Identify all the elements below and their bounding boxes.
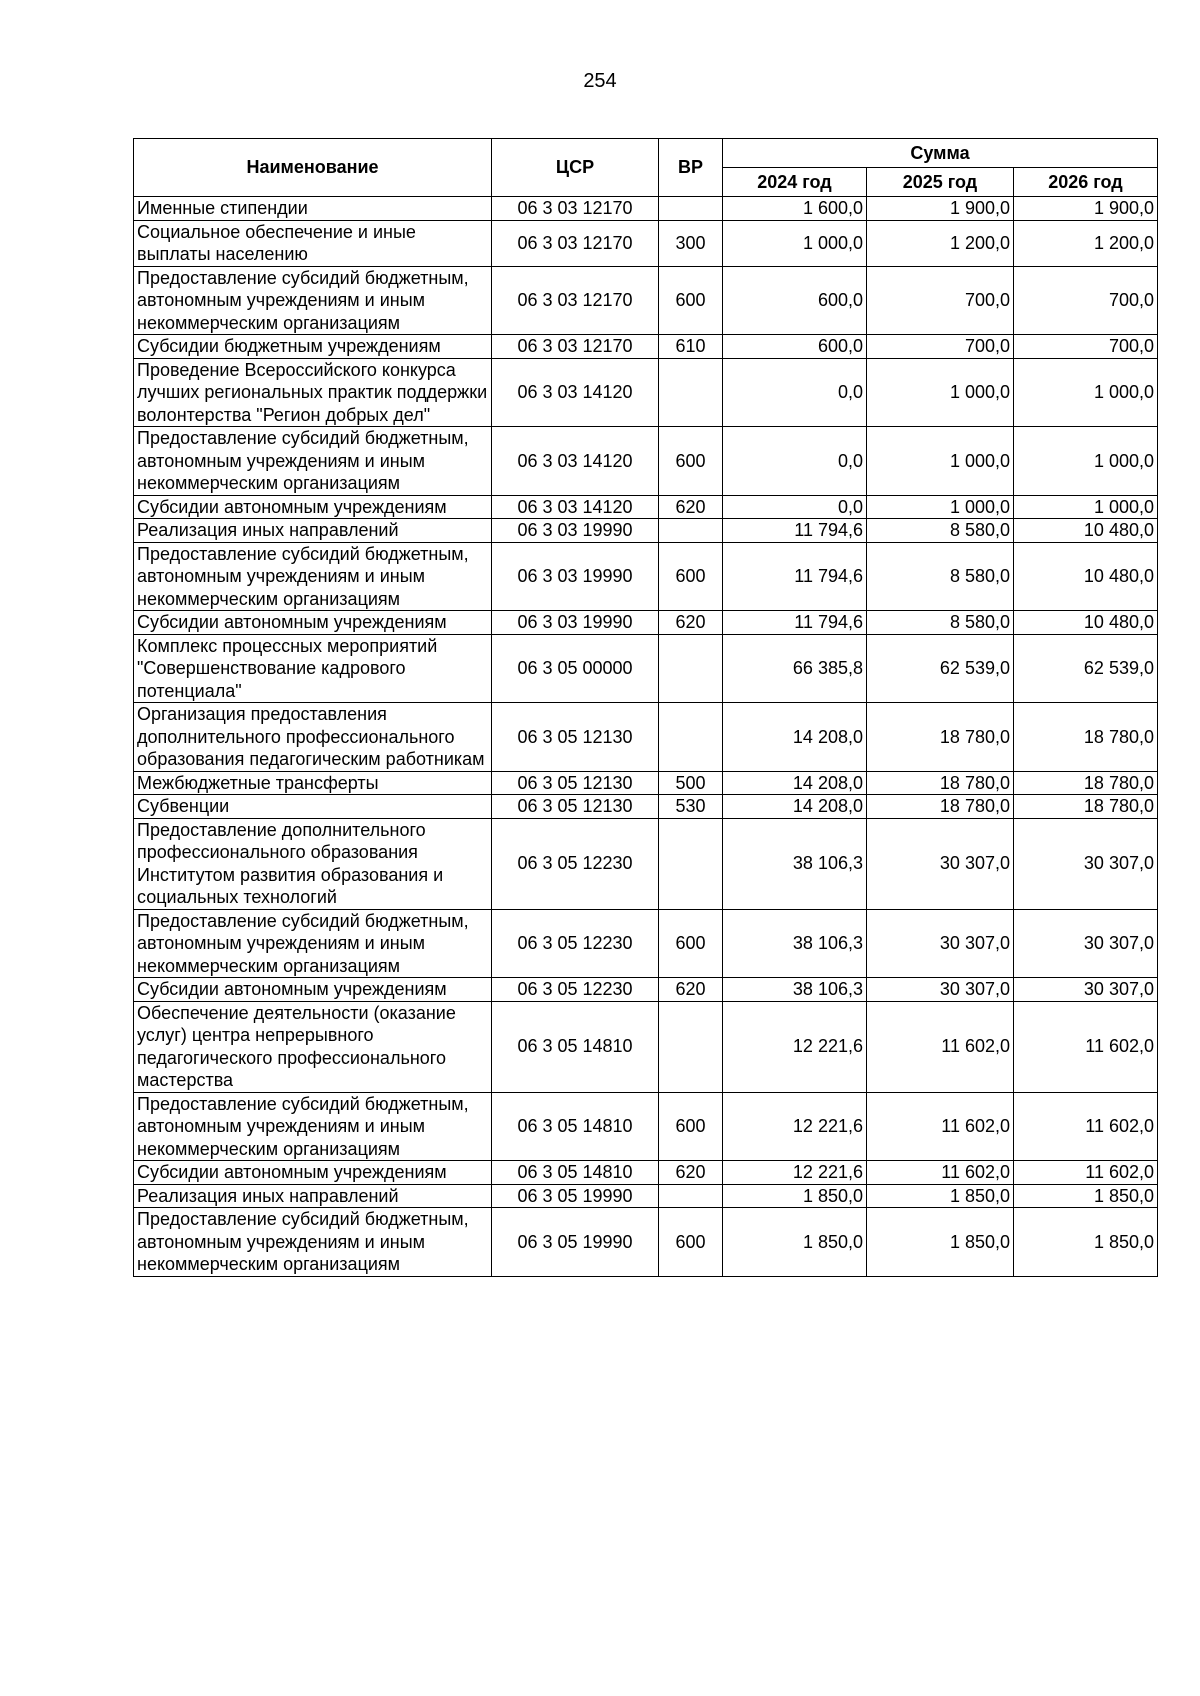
row-name: Проведение Всероссийского конкурса лучших региональных практик поддержки волонтерства "Регион добрых дел" [134,358,492,427]
row-sum-2025: 30 307,0 [867,818,1014,909]
header-sum: Сумма [723,139,1158,168]
row-csr: 06 3 05 14810 [492,1092,659,1161]
row-sum-2024: 14 208,0 [723,795,867,819]
row-csr: 06 3 05 19990 [492,1208,659,1277]
row-sum-2025: 11 602,0 [867,1161,1014,1185]
row-sum-2024: 1 000,0 [723,220,867,266]
row-sum-2026: 1 850,0 [1014,1184,1158,1208]
row-name: Субвенции [134,795,492,819]
table-row [134,220,1158,266]
row-name: Предоставление субсидий бюджетным, автономным учреждениям и иным некоммерческим организациям [134,1092,492,1161]
row-sum-2024: 11 794,6 [723,542,867,611]
row-sum-2024: 11 794,6 [723,519,867,543]
row-csr: 06 3 05 14810 [492,1001,659,1092]
table-row [134,542,1158,611]
row-vr: 600 [659,542,723,611]
row-sum-2026: 1 000,0 [1014,427,1158,496]
row-name: Субсидии автономным учреждениям [134,611,492,635]
row-vr [659,703,723,772]
row-vr: 300 [659,220,723,266]
row-sum-2026: 11 602,0 [1014,1001,1158,1092]
row-csr: 06 3 03 12170 [492,220,659,266]
table-body [134,197,1158,1277]
row-sum-2024: 0,0 [723,358,867,427]
row-csr: 06 3 05 19990 [492,1184,659,1208]
row-csr: 06 3 05 12130 [492,703,659,772]
header-year-2024: 2024 год [723,168,867,197]
row-sum-2025: 11 602,0 [867,1001,1014,1092]
header-year-2025: 2025 год [867,168,1014,197]
row-vr: 620 [659,1161,723,1185]
row-vr [659,634,723,703]
table-row [134,1161,1158,1185]
row-sum-2024: 0,0 [723,427,867,496]
row-sum-2024: 1 600,0 [723,197,867,221]
row-sum-2026: 1 000,0 [1014,358,1158,427]
row-vr: 620 [659,495,723,519]
row-name: Предоставление субсидий бюджетным, автономным учреждениям и иным некоммерческим организациям [134,266,492,335]
row-vr: 500 [659,771,723,795]
row-csr: 06 3 05 00000 [492,634,659,703]
row-sum-2025: 1 200,0 [867,220,1014,266]
row-sum-2025: 11 602,0 [867,1092,1014,1161]
header-name: Наименование [134,139,492,197]
row-sum-2024: 1 850,0 [723,1208,867,1277]
row-sum-2024: 14 208,0 [723,703,867,772]
row-sum-2025: 700,0 [867,335,1014,359]
row-sum-2026: 62 539,0 [1014,634,1158,703]
row-csr: 06 3 03 12170 [492,266,659,335]
row-vr: 600 [659,909,723,978]
row-sum-2025: 30 307,0 [867,909,1014,978]
row-name: Комплекс процессных мероприятий "Совершенствование кадрового потенциала" [134,634,492,703]
row-csr: 06 3 03 14120 [492,495,659,519]
row-name: Субсидии автономным учреждениям [134,495,492,519]
row-sum-2024: 11 794,6 [723,611,867,635]
row-name: Социальное обеспечение и иные выплаты населению [134,220,492,266]
row-sum-2024: 600,0 [723,335,867,359]
row-sum-2026: 10 480,0 [1014,542,1158,611]
table-row [134,197,1158,221]
row-sum-2025: 700,0 [867,266,1014,335]
table-row [134,611,1158,635]
table-row [134,1092,1158,1161]
header-year-2026: 2026 год [1014,168,1158,197]
row-sum-2026: 18 780,0 [1014,795,1158,819]
row-sum-2026: 10 480,0 [1014,611,1158,635]
row-sum-2024: 12 221,6 [723,1001,867,1092]
row-sum-2026: 700,0 [1014,335,1158,359]
header-vr: ВР [659,139,723,197]
row-vr: 600 [659,1208,723,1277]
row-sum-2026: 1 850,0 [1014,1208,1158,1277]
page-number: 254 [583,70,617,92]
row-sum-2024: 66 385,8 [723,634,867,703]
row-vr: 600 [659,1092,723,1161]
row-name: Субсидии бюджетным учреждениям [134,335,492,359]
row-csr: 06 3 05 12130 [492,771,659,795]
row-sum-2024: 12 221,6 [723,1092,867,1161]
row-name: Субсидии автономным учреждениям [134,978,492,1002]
row-sum-2025: 30 307,0 [867,978,1014,1002]
row-name: Именные стипендии [134,197,492,221]
row-vr [659,358,723,427]
row-sum-2025: 1 850,0 [867,1208,1014,1277]
row-sum-2024: 12 221,6 [723,1161,867,1185]
row-sum-2024: 38 106,3 [723,978,867,1002]
row-csr: 06 3 05 12230 [492,818,659,909]
row-csr: 06 3 03 19990 [492,542,659,611]
table-row [134,266,1158,335]
row-name: Предоставление субсидий бюджетным, автономным учреждениям и иным некоммерческим организациям [134,542,492,611]
row-sum-2025: 8 580,0 [867,542,1014,611]
row-vr [659,1184,723,1208]
table-row [134,771,1158,795]
row-sum-2026: 1 000,0 [1014,495,1158,519]
row-vr [659,1001,723,1092]
row-sum-2026: 11 602,0 [1014,1092,1158,1161]
row-csr: 06 3 05 12230 [492,909,659,978]
row-name: Предоставление дополнительного профессионального образования Институтом развития образования и социальных технологий [134,818,492,909]
row-name: Организация предоставления дополнительного профессионального образования педагогическим работникам [134,703,492,772]
row-sum-2026: 18 780,0 [1014,703,1158,772]
row-sum-2024: 1 850,0 [723,1184,867,1208]
row-vr: 530 [659,795,723,819]
row-csr: 06 3 03 19990 [492,611,659,635]
row-name: Обеспечение деятельности (оказание услуг) центра непрерывного педагогического профессионального мастерства [134,1001,492,1092]
row-sum-2025: 1 000,0 [867,358,1014,427]
table-row [134,358,1158,427]
row-sum-2025: 1 000,0 [867,427,1014,496]
row-name: Реализация иных направлений [134,1184,492,1208]
row-name: Предоставление субсидий бюджетным, автономным учреждениям и иным некоммерческим организациям [134,909,492,978]
row-name: Реализация иных направлений [134,519,492,543]
row-csr: 06 3 05 14810 [492,1161,659,1185]
row-sum-2025: 1 850,0 [867,1184,1014,1208]
row-sum-2025: 62 539,0 [867,634,1014,703]
row-sum-2025: 8 580,0 [867,519,1014,543]
table-row [134,1001,1158,1092]
row-sum-2026: 700,0 [1014,266,1158,335]
row-csr: 06 3 03 19990 [492,519,659,543]
row-sum-2025: 18 780,0 [867,703,1014,772]
row-vr: 620 [659,611,723,635]
row-csr: 06 3 05 12130 [492,795,659,819]
row-sum-2025: 18 780,0 [867,771,1014,795]
row-sum-2024: 600,0 [723,266,867,335]
row-sum-2026: 11 602,0 [1014,1161,1158,1185]
row-vr: 600 [659,266,723,335]
table-row [134,818,1158,909]
row-sum-2026: 30 307,0 [1014,978,1158,1002]
row-vr [659,197,723,221]
row-sum-2026: 10 480,0 [1014,519,1158,543]
table-row [134,978,1158,1002]
table-row [134,335,1158,359]
row-csr: 06 3 03 14120 [492,358,659,427]
table-row [134,519,1158,543]
table-row [134,495,1158,519]
row-name: Субсидии автономным учреждениям [134,1161,492,1185]
row-sum-2025: 1 000,0 [867,495,1014,519]
row-vr: 620 [659,978,723,1002]
row-csr: 06 3 03 14120 [492,427,659,496]
row-sum-2026: 30 307,0 [1014,909,1158,978]
row-csr: 06 3 03 12170 [492,335,659,359]
row-name: Межбюджетные трансферты [134,771,492,795]
row-sum-2024: 0,0 [723,495,867,519]
row-vr [659,818,723,909]
row-sum-2025: 1 900,0 [867,197,1014,221]
row-sum-2025: 18 780,0 [867,795,1014,819]
row-vr [659,519,723,543]
row-sum-2024: 38 106,3 [723,818,867,909]
row-sum-2024: 14 208,0 [723,771,867,795]
table-row [134,909,1158,978]
row-sum-2025: 8 580,0 [867,611,1014,635]
table-header [134,139,1158,197]
table-row [134,427,1158,496]
table-row [134,795,1158,819]
header-csr: ЦСР [492,139,659,197]
table-row [134,1184,1158,1208]
row-sum-2026: 1 900,0 [1014,197,1158,221]
row-name: Предоставление субсидий бюджетным, автономным учреждениям и иным некоммерческим организациям [134,427,492,496]
budget-table [133,138,1158,1277]
row-csr: 06 3 03 12170 [492,197,659,221]
table-row [134,1208,1158,1277]
table-row [134,634,1158,703]
row-sum-2026: 18 780,0 [1014,771,1158,795]
row-sum-2024: 38 106,3 [723,909,867,978]
row-vr: 600 [659,427,723,496]
row-sum-2026: 1 200,0 [1014,220,1158,266]
row-name: Предоставление субсидий бюджетным, автономным учреждениям и иным некоммерческим организациям [134,1208,492,1277]
row-vr: 610 [659,335,723,359]
row-sum-2026: 30 307,0 [1014,818,1158,909]
row-csr: 06 3 05 12230 [492,978,659,1002]
table-row [134,703,1158,772]
